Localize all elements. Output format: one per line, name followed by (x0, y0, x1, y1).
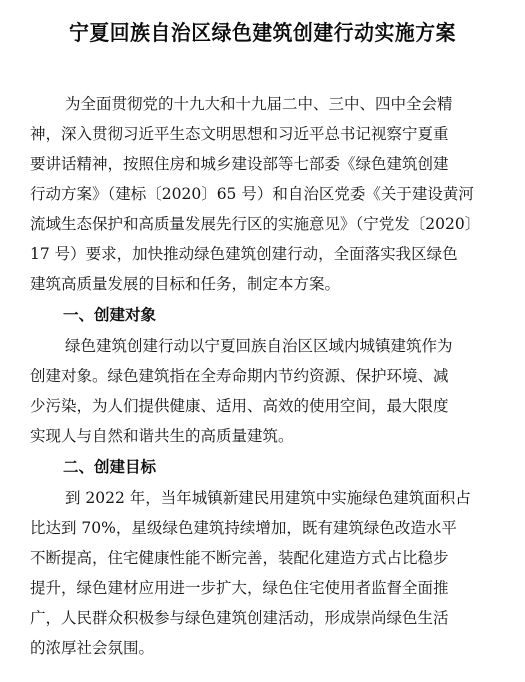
intro-line (0, 239, 525, 269)
section-2-line (0, 633, 525, 663)
section-1-heading: 一、创建对象 (63, 306, 157, 324)
section-2-line-text: 的浓厚社会氛围。 (30, 639, 155, 657)
intro-line-text: 要讲话精神，按照住房和城乡建设部等七部委《绿色建筑创建 (30, 155, 449, 173)
section-heading (0, 452, 525, 482)
section-1-line-text: 绿色建筑创建行动以宁夏回族自治区区域内城镇建筑作为 (65, 337, 453, 355)
intro-line-text: 为全面贯彻党的十九大和十九届二中、三中、四中全会精 (65, 95, 453, 113)
intro-line (0, 179, 525, 209)
section-1-line-text: 创建对象。绿色建筑指在全寿命期内节约资源、保护环境、减 (30, 367, 449, 385)
section-1-line (0, 421, 525, 451)
intro-line-text: 行动方案》（建标〔2020〕65 号）和自治区党委《关于建设黄河 (30, 185, 474, 203)
intro-line (0, 269, 525, 299)
section-1-line (0, 331, 525, 361)
intro-line-text: 神，深入贯彻习近平生态文明思想和习近平总书记视察宁夏重 (30, 125, 449, 143)
intro-line (0, 119, 525, 149)
section-1-line (0, 391, 525, 421)
document-title: 宁夏回族自治区绿色建筑创建行动实施方案 (69, 21, 456, 45)
section-2-line (0, 573, 525, 603)
section-2-line-text: 广，人民群众积极参与绿色建筑创建活动，形成崇尚绿色生活 (30, 609, 449, 627)
section-2-line (0, 513, 525, 543)
intro-line (0, 89, 525, 119)
intro-line (0, 149, 525, 179)
intro-line-text: 建筑高质量发展的目标和任务，制定本方案。 (30, 275, 341, 293)
section-2-line (0, 483, 525, 513)
section-2-heading: 二、创建目标 (63, 458, 157, 476)
section-1-line-text: 实现人与自然和谐共生的高质量建筑。 (30, 427, 294, 445)
intro-line-text: 流域生态保护和高质量发展先行区的实施意见》（宁党发〔2020〕 (30, 215, 481, 233)
section-2-line-text: 不断提高，住宅健康性能不断完善，装配化建造方式占比稳步 (30, 549, 449, 567)
section-2-line (0, 603, 525, 633)
section-2-line-text: 到 2022 年，当年城镇新建民用建筑中实施绿色建筑面积占 (65, 489, 471, 507)
section-1-line (0, 361, 525, 391)
intro-line (0, 209, 525, 239)
section-1-line-text: 少污染，为人们提供健康、适用、高效的使用空间，最大限度 (30, 397, 449, 415)
section-2-line-text: 比达到 70%，星级绿色建筑持续增加，既有建筑绿色改造水平 (30, 519, 457, 537)
section-2-line (0, 543, 525, 573)
section-heading (0, 300, 525, 330)
intro-line-text: 17 号）要求，加快推动绿色建筑创建行动，全面落实我区绿色 (30, 245, 458, 263)
section-2-line-text: 提升，绿色建材应用进一步扩大，绿色住宅使用者监督全面推 (30, 579, 449, 597)
